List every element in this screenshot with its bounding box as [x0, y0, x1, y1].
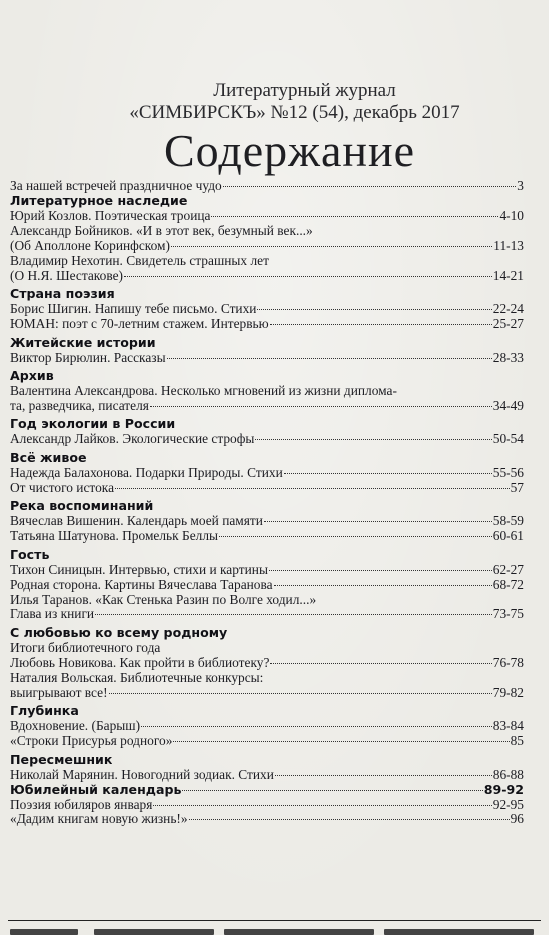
entry-title: Наталия Вольская. Библиотечные конкурсы: [10, 669, 264, 685]
page-number: 83-84 [492, 718, 524, 734]
dot-leader [115, 488, 510, 489]
page-number: 96 [510, 811, 524, 827]
entry-title: Борис Шигин. Напишу тебе письмо. Стихи [10, 302, 257, 317]
dot-leader [124, 276, 492, 277]
toc-section-heading [10, 287, 524, 302]
entry-title: Валентина Александрова. Несколько мгновений из жизни диплома- [10, 382, 397, 398]
page-number: 57 [510, 479, 524, 495]
toc-entry [10, 607, 524, 622]
toc-entry [10, 719, 524, 734]
page-number: 79-82 [492, 684, 524, 700]
toc-entry-line [10, 254, 524, 269]
toc-entry [10, 179, 524, 194]
dot-leader [173, 741, 509, 742]
page-number: 60-61 [492, 528, 524, 544]
page-number: 28-33 [492, 349, 524, 365]
toc-section-heading [10, 499, 524, 514]
toc-entry [10, 317, 524, 332]
entry-title: Татьяна Шатунова. Промельк Беллы [10, 529, 218, 544]
toc-entry [10, 514, 524, 529]
section-title: Всё живое [10, 450, 87, 465]
entry-title: Илья Таранов. «Как Стенька Разин по Волге ходил...» [10, 591, 317, 607]
entry-title: Юбилейный календарь [10, 782, 182, 797]
entry-title: Любовь Новикова. Как пройти в библиотеку? [10, 655, 270, 670]
entry-title: От чистого истока [10, 480, 115, 495]
toc-entry-line [10, 384, 524, 399]
page-number: 86-88 [492, 766, 524, 782]
page-number: 73-75 [492, 606, 524, 622]
dot-leader [109, 693, 492, 694]
toc-entry [10, 269, 524, 284]
toc-section-heading [10, 548, 524, 563]
issue-info: «СИМБИРСКЪ» №12 (54), декабрь 2017 [129, 102, 460, 123]
toc-entry [10, 656, 524, 671]
dot-leader [284, 473, 492, 474]
toc-section-heading [10, 417, 524, 432]
toc-section-heading [10, 753, 524, 768]
entry-title: Родная сторона. Картины Вячеслава Таранова [10, 577, 273, 592]
dot-leader [211, 216, 498, 217]
section-title: Гость [10, 547, 50, 562]
entry-title: Глава из книги [10, 607, 95, 622]
toc-section-heading [10, 783, 524, 798]
entry-title: (О Н.Я. Шестакове) [10, 268, 123, 283]
section-title: Страна поэзия [10, 287, 115, 302]
entry-title: За нашей встречей праздничное чудо [10, 179, 222, 193]
toc-entry [10, 432, 524, 447]
page-number: 62-27 [492, 561, 524, 577]
dot-leader [153, 805, 491, 806]
toc-entry [10, 768, 524, 783]
toc-entry [10, 466, 524, 481]
dot-leader [95, 614, 492, 615]
dot-leader [189, 819, 510, 820]
toc-entry [10, 686, 524, 701]
toc-section-heading [10, 704, 524, 719]
dot-leader [275, 775, 492, 776]
toc-section-heading [10, 451, 524, 466]
page-number: 14-21 [492, 267, 524, 283]
page-number: 92-95 [492, 796, 524, 812]
page-number: 68-72 [492, 576, 524, 592]
entry-title: Тихон Синицын. Интервью, стихи и картины [10, 562, 268, 577]
section-title: Литературное наследие [10, 193, 188, 208]
dot-leader [171, 246, 492, 247]
toc-entry-line [10, 224, 524, 239]
entry-title: Вдохновение. (Барыш) [10, 719, 141, 734]
entry-title: Виктор Бирюлин. Рассказы [10, 350, 166, 365]
dot-leader [264, 521, 492, 522]
dot-leader [167, 358, 492, 359]
toc-entry [10, 812, 524, 827]
page-number: 34-49 [492, 397, 524, 413]
dot-leader [269, 570, 492, 571]
page-number: 85 [510, 733, 524, 749]
page-number: 55-56 [492, 464, 524, 480]
entry-title: Николай Марянин. Новогодний зодиак. Стихи [10, 767, 274, 782]
toc-entry-line [10, 671, 524, 686]
dot-leader [223, 186, 517, 187]
toc-entry [10, 529, 524, 544]
entry-title: Надежда Балахонова. Подарки Природы. Стихи [10, 465, 283, 480]
toc-section-heading [10, 626, 524, 641]
dot-leader [270, 324, 492, 325]
dot-leader [219, 536, 492, 537]
toc-entry [10, 481, 524, 496]
entry-title: Александр Лайков. Экологические строфы [10, 432, 255, 447]
entry-title: Александр Бойников. «И в этот век, безумный век...» [10, 222, 313, 238]
dot-leader [141, 726, 492, 727]
dot-leader [182, 790, 482, 791]
table-of-contents [10, 179, 524, 827]
entry-title: «Строки Присурья родного» [10, 734, 173, 749]
dot-leader [150, 406, 492, 407]
page-number: 76-78 [492, 654, 524, 670]
page-number: 11-13 [493, 237, 524, 253]
toc-entry-line [10, 641, 524, 656]
entry-title: Владимир Нехотин. Свидетель страшных лет [10, 252, 269, 268]
dot-leader [270, 663, 491, 664]
toc-entry [10, 798, 524, 813]
page-number: 4-10 [499, 207, 524, 223]
section-title: Река воспоминаний [10, 499, 154, 514]
page-number: 25-27 [492, 316, 524, 332]
section-title: Год экологии в России [10, 417, 176, 432]
page-number: 22-24 [492, 301, 524, 317]
toc-entry [10, 302, 524, 317]
toc-entry [10, 351, 524, 366]
masthead [0, 80, 549, 124]
section-title: Глубинка [10, 704, 79, 719]
entry-title: (Об Аполлоне Коринфском) [10, 238, 170, 253]
text-fragment [224, 929, 374, 935]
entry-title: Юрий Козлов. Поэтическая троица [10, 208, 211, 223]
toc-entry [10, 578, 524, 593]
toc-section-heading [10, 336, 524, 351]
toc-entry [10, 734, 524, 749]
toc-entry [10, 563, 524, 578]
toc-section-heading [10, 369, 524, 384]
toc-entry-line [10, 593, 524, 608]
entry-title: та, разведчика, писателя [10, 398, 149, 413]
journal-name: Литературный журнал [213, 80, 396, 101]
entry-title: выигрывают все! [10, 685, 108, 700]
entry-title: Поэзия юбиляров января [10, 797, 153, 812]
toc-entry [10, 399, 524, 414]
text-fragment [94, 929, 214, 935]
page-number: 58-59 [492, 513, 524, 529]
dot-leader [257, 309, 491, 310]
toc-section-heading [10, 194, 524, 209]
page-number: 89-92 [483, 781, 524, 797]
section-title: Житейские истории [10, 335, 156, 350]
entry-title: Итоги библиотечного года [10, 639, 161, 655]
page-title: Содержание [163, 125, 416, 176]
dot-leader [255, 439, 491, 440]
page-number: 3 [517, 178, 524, 193]
toc-entry [10, 209, 524, 224]
section-title: Пересмешник [10, 752, 113, 767]
toc-entry [10, 239, 524, 254]
cut-off-text-fragments [10, 926, 540, 935]
bottom-divider [8, 920, 541, 921]
text-fragment [384, 929, 534, 935]
entry-title: Вячеслав Вишенин. Календарь моей памяти [10, 514, 263, 529]
dot-leader [274, 585, 492, 586]
entry-title: ЮМАН: поэт с 70-летним стажем. Интервью [10, 317, 269, 332]
entry-title: «Дадим книгам новую жизнь!» [10, 812, 188, 827]
section-title: Архив [10, 369, 54, 384]
page-number: 50-54 [492, 431, 524, 447]
section-title: С любовью ко всему родному [10, 626, 228, 640]
text-fragment [10, 929, 78, 935]
